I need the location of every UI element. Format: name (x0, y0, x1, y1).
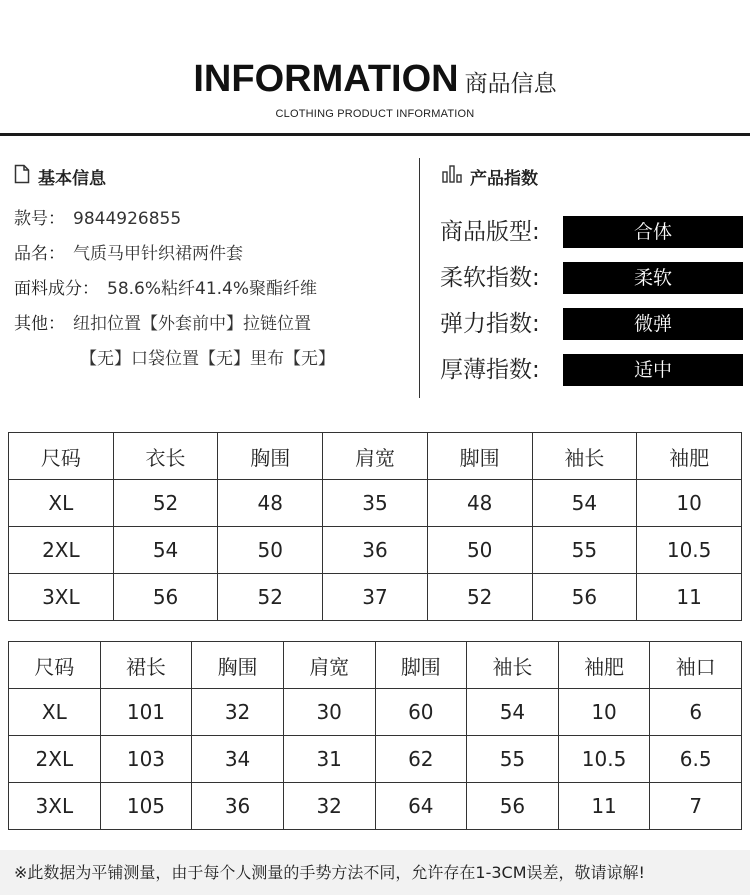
table-cell: 56 (467, 783, 559, 830)
product-index-panel (428, 150, 750, 400)
table-cell: 52 (113, 480, 218, 527)
index-value-box: 微弹 (563, 308, 743, 340)
index-label: 商品版型: (440, 219, 540, 245)
table-header-cell: 脚围 (375, 642, 467, 689)
table-cell: 35 (323, 480, 428, 527)
measurement-note-text: ※此数据为平铺测量，由于每个人测量的手势方法不同，允许存在1-3CM误差，敬请谅解! (14, 863, 645, 882)
table-cell: 7 (650, 783, 742, 830)
info-key: 款号： (14, 209, 65, 229)
table-header-row (9, 642, 742, 689)
basic-info-heading-label: 基本信息 (38, 169, 106, 189)
table-cell: 103 (100, 736, 192, 783)
index-fit-row (440, 216, 745, 248)
table-cell: 48 (427, 480, 532, 527)
table-header-cell: 袖口 (650, 642, 742, 689)
document-icon (14, 164, 30, 189)
index-label: 弹力指数: (440, 311, 540, 337)
product-index-heading (442, 164, 538, 189)
index-value-box: 适中 (563, 354, 743, 386)
table-cell: 54 (532, 480, 637, 527)
table-row (9, 736, 742, 783)
table-header-cell: 袖肥 (637, 433, 742, 480)
basic-info-heading (14, 164, 106, 189)
index-label: 柔软指数: (440, 265, 540, 291)
table-header-cell: 肩宽 (323, 433, 428, 480)
table-cell: 60 (375, 689, 467, 736)
table-cell: 64 (375, 783, 467, 830)
table-header-cell: 袖长 (532, 433, 637, 480)
table-cell: 56 (113, 574, 218, 621)
table-header-cell: 袖肥 (558, 642, 650, 689)
table-cell: 30 (283, 689, 375, 736)
table-cell: 34 (192, 736, 284, 783)
table-cell: 36 (192, 783, 284, 830)
info-key: 品名： (14, 244, 65, 264)
table-row (9, 527, 742, 574)
table-cell: 3XL (9, 783, 101, 830)
index-elasticity-row (440, 308, 745, 340)
table-cell: 6.5 (650, 736, 742, 783)
index-thickness-row (440, 354, 745, 386)
table-cell: 101 (100, 689, 192, 736)
table-cell: 37 (323, 574, 428, 621)
table-cell: 62 (375, 736, 467, 783)
info-product-name (14, 239, 243, 264)
table-cell: 32 (283, 783, 375, 830)
index-value-box: 合体 (563, 216, 743, 248)
table-cell: 11 (558, 783, 650, 830)
info-value: 【无】口袋位置【无】里布【无】 (80, 349, 335, 369)
table-header-cell: 胸围 (218, 433, 323, 480)
table-cell: 54 (113, 527, 218, 574)
table-header-cell: 尺码 (9, 642, 101, 689)
header-divider (0, 133, 750, 136)
table-cell: 55 (467, 736, 559, 783)
product-index-heading-label: 产品指数 (470, 169, 538, 189)
table-row (9, 689, 742, 736)
table-row (9, 783, 742, 830)
table-header-cell: 衣长 (113, 433, 218, 480)
table-row (9, 574, 742, 621)
info-fabric (14, 274, 317, 299)
table-cell: 52 (218, 574, 323, 621)
info-style-number (14, 204, 181, 229)
table-cell: XL (9, 689, 101, 736)
table-cell: 50 (218, 527, 323, 574)
table-header-cell: 裙长 (100, 642, 192, 689)
table-header-cell: 袖长 (467, 642, 559, 689)
table-cell: 6 (650, 689, 742, 736)
table-cell: 10.5 (558, 736, 650, 783)
title-english: INFORMATION (193, 58, 459, 100)
table-cell: 3XL (9, 574, 114, 621)
table-header-cell: 肩宽 (283, 642, 375, 689)
table-cell: 52 (427, 574, 532, 621)
info-value: 气质马甲针织裙两件套 (73, 244, 243, 264)
table-cell: 11 (637, 574, 742, 621)
index-label: 厚薄指数: (440, 357, 540, 383)
bar-chart-icon (442, 165, 462, 188)
table-header-cell: 胸围 (192, 642, 284, 689)
panel-divider (419, 158, 420, 398)
table-cell: 31 (283, 736, 375, 783)
table-row (9, 480, 742, 527)
table-cell: 48 (218, 480, 323, 527)
index-softness-row (440, 262, 745, 294)
size-table-top (8, 432, 742, 621)
info-value: 纽扣位置【外套前中】拉链位置 (73, 314, 311, 334)
table-cell: 36 (323, 527, 428, 574)
info-other-continued (80, 344, 335, 369)
header (0, 0, 750, 140)
table-cell: 10 (637, 480, 742, 527)
table-cell: 105 (100, 783, 192, 830)
table-cell: 54 (467, 689, 559, 736)
size-table-bottom (8, 641, 742, 830)
info-other (14, 309, 311, 334)
info-value: 58.6%粘纤41.4%聚酯纤维 (107, 279, 318, 299)
table-header-cell: 脚围 (427, 433, 532, 480)
table-cell: 50 (427, 527, 532, 574)
table-cell: 2XL (9, 527, 114, 574)
table-header-row (9, 433, 742, 480)
table-cell: 10 (558, 689, 650, 736)
info-key: 其他： (14, 314, 65, 334)
table-cell: 56 (532, 574, 637, 621)
table-cell: 2XL (9, 736, 101, 783)
title-chinese: 商品信息 (464, 71, 557, 97)
info-key: 面料成分： (14, 279, 99, 299)
measurement-note (0, 850, 750, 895)
table-cell: XL (9, 480, 114, 527)
basic-info-panel (0, 150, 415, 400)
table-cell: 55 (532, 527, 637, 574)
table-header-cell: 尺码 (9, 433, 114, 480)
table-cell: 10.5 (637, 527, 742, 574)
page-title (0, 58, 750, 101)
page-subtitle: CLOTHING PRODUCT INFORMATION (275, 108, 475, 120)
table-cell: 32 (192, 689, 284, 736)
index-value-box: 柔软 (563, 262, 743, 294)
info-value: 9844926855 (73, 209, 182, 229)
